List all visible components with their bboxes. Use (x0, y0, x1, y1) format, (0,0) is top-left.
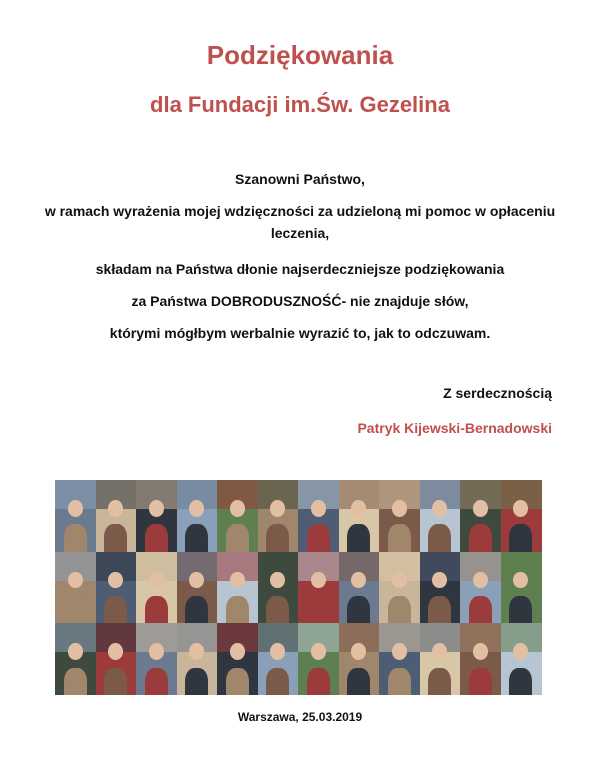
photo-tile (501, 480, 542, 552)
photo-tile (136, 623, 177, 695)
photo-tile (460, 552, 501, 624)
photo-tile (258, 623, 299, 695)
photo-tile (177, 552, 218, 624)
photo-tile (136, 552, 177, 624)
photo-tile (501, 623, 542, 695)
photo-tile (298, 480, 339, 552)
photo-tile (177, 623, 218, 695)
letter-title: Podziękowania (206, 40, 394, 70)
photo-tile (96, 480, 137, 552)
letter-line-2: składam na Państwa dłonie najserdeczniejsze podziękowania (95, 261, 505, 277)
closing-phrase: Z serdecznością (443, 385, 552, 401)
photo-tile (258, 480, 299, 552)
photo-tile (177, 480, 218, 552)
photo-tile (217, 480, 258, 552)
photo-tile (379, 552, 420, 624)
photo-tile (501, 552, 542, 624)
photo-tile (339, 480, 380, 552)
photo-tile (379, 480, 420, 552)
greeting: Szanowni Państwo, (235, 171, 365, 187)
photo-tile (55, 623, 96, 695)
letter-subtitle: dla Fundacji im.Św. Gezelina (150, 92, 450, 117)
photo-tile (96, 552, 137, 624)
photo-tile (217, 623, 258, 695)
letter-line-4: którymi mógłbym werbalnie wyrazić to, jak to odczuwam. (109, 325, 491, 341)
photo-tile (258, 552, 299, 624)
letter-line-1: w ramach wyrażenia mojej wdzięczności za udzieloną mi pomoc w opłaceniu leczenia, (44, 203, 556, 241)
photo-tile (217, 552, 258, 624)
place-date: Warszawa, 25.03.2019 (237, 710, 363, 724)
photo-tile (339, 552, 380, 624)
photo-tile (55, 480, 96, 552)
photo-tile (460, 480, 501, 552)
photo-tile (379, 623, 420, 695)
photo-tile (136, 480, 177, 552)
photo-tile (96, 623, 137, 695)
photo-tile (420, 552, 461, 624)
photo-tile (55, 552, 96, 624)
photo-tile (298, 552, 339, 624)
photo-collage (55, 480, 541, 695)
photo-tile (298, 623, 339, 695)
photo-tile (339, 623, 380, 695)
letter-line-3: za Państwa DOBRODUSZNOŚĆ- nie znajduje słów, (131, 293, 469, 309)
photo-tile (420, 480, 461, 552)
photo-tile (420, 623, 461, 695)
photo-tile (460, 623, 501, 695)
signature-name: Patryk Kijewski-Bernadowski (357, 420, 552, 436)
